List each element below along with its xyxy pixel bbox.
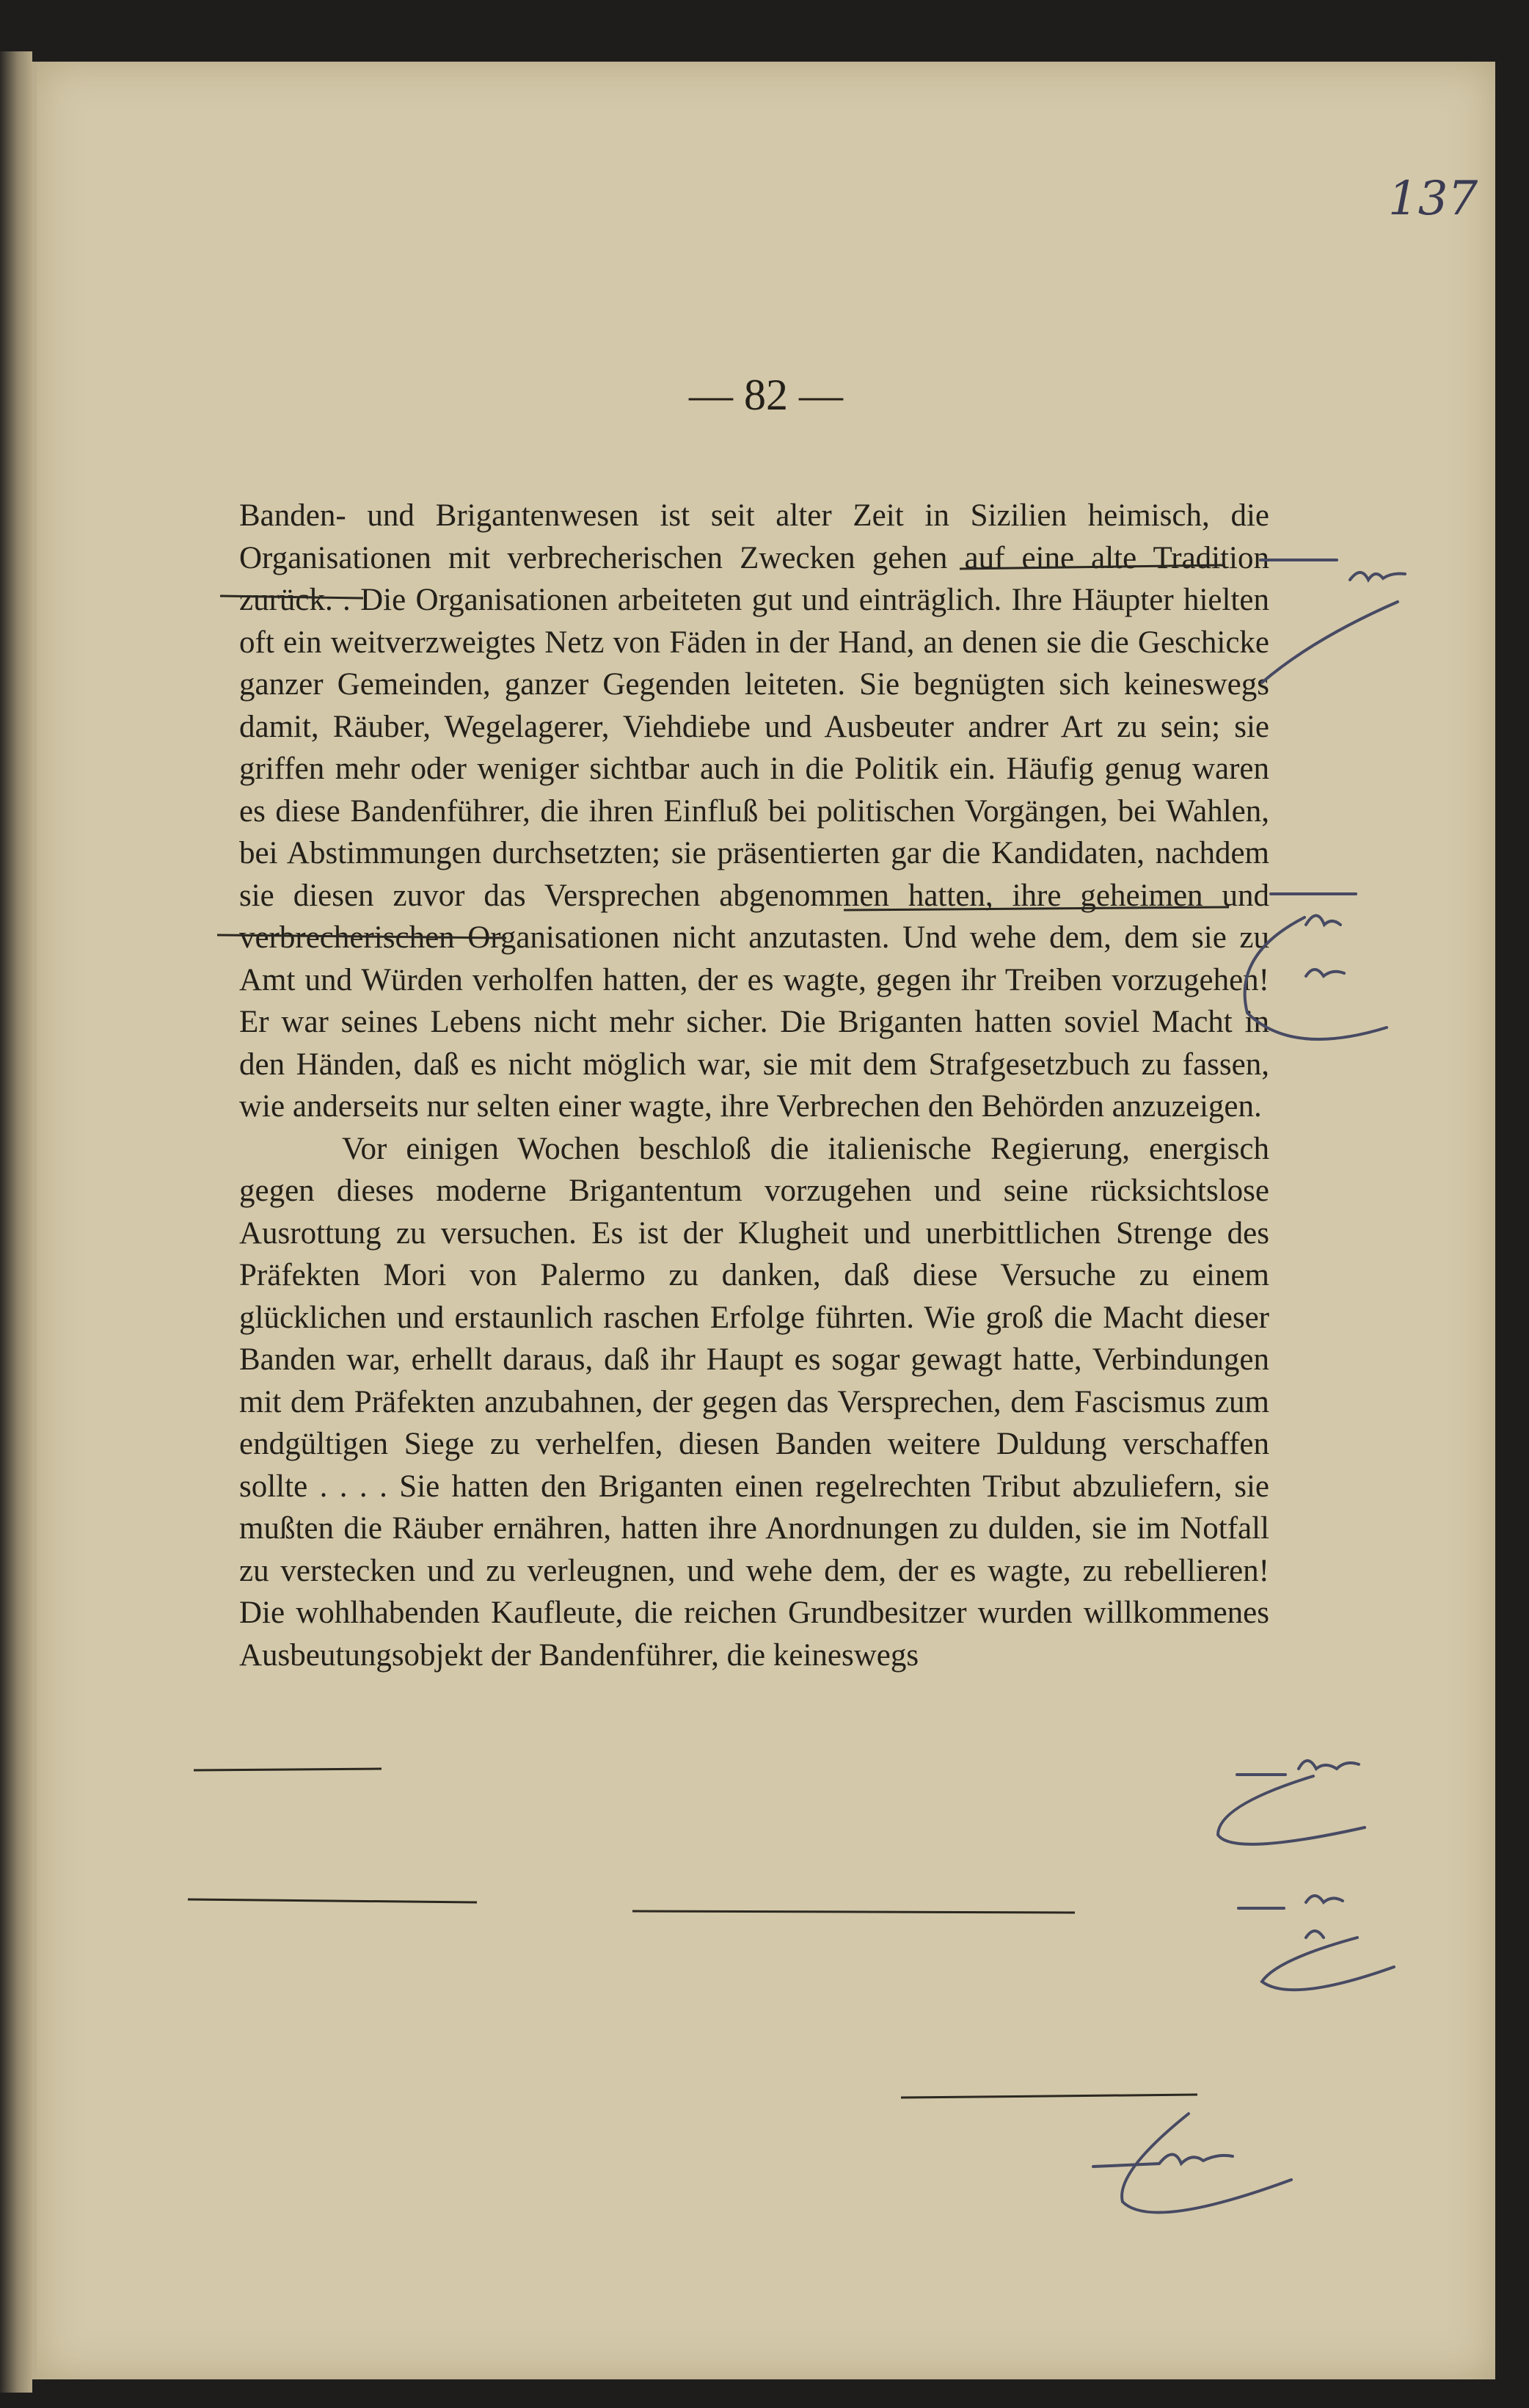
page-number: — 82 —	[689, 371, 843, 419]
underline-5	[194, 1769, 382, 1770]
margin-bracket-3	[1218, 1776, 1365, 1844]
margin-bracket-1	[1262, 602, 1398, 683]
paragraph-2: Vor einigen Wochen beschloß die italienische Regierung, energisch gegen dieses moderne Brigantentum vorzugehen und seine rücksichtslose Ausrottung zu versuchen. Es ist der Klugheit und unerbittlichen Strenge des Präfekten Mori von Palermo zu danken, daß diese Versuche zu einem glücklichen und erstaunlich raschen Erfolge führten. Wie groß die Macht dieser Banden war, erhellt daraus, daß ihr Haupt es sogar gewagt hatte, Verbindungen mit dem Präfekten anzubahnen, der gegen das Versprechen, dem Fascismus zum endgültigen Siege zu verhelfen, diesen Banden weitere Duldung verschaffen sollte . . . . Sie hatten den Briganten einen regelrechten Tribut abzuliefern, sie mußten die Räuber ernähren, hatten ihre Anordnungen zu dulden, sie im Notfall zu verstecken und zu verleugnen, und wehe dem, der es wagte, zu rebellieren! Die wohlhabenden Kaufleute, die reichen Grundbesitzer wurden willkommenes Ausbeutungsobjekt der Bandenführer, die keineswegs	[239, 1131, 1269, 1673]
margin-scribble-1	[1350, 572, 1405, 580]
margin-scribble-2	[1306, 916, 1344, 977]
underline-8	[901, 2095, 1197, 2098]
underline-1	[960, 565, 1225, 569]
underline-4	[217, 935, 506, 938]
underline-2	[220, 596, 363, 598]
margin-scribble-4	[1306, 1896, 1343, 1938]
margin-bracket-4	[1262, 1938, 1394, 1990]
underline-3	[844, 907, 1229, 910]
margin-bracket-2	[1245, 917, 1387, 1039]
handwritten-folio-number: 137	[1388, 172, 1478, 226]
underline-7	[632, 1911, 1075, 1913]
underline-6	[188, 1899, 477, 1902]
margin-scribble-3	[1299, 1761, 1359, 1769]
margin-scribble-5	[1093, 2155, 1233, 2167]
paragraph-1: Banden- und Brigantenwesen ist seit alter Zeit in Sizilien heimisch, die Organisationen mit verbrecherischen Zwecken gehen auf eine alte Tradition zurück. . Die Organisationen arbeiteten gut und einträglich. Ihre Häupter hielten oft ein weitverzweigtes Netz von Fäden in der Hand, an denen sie die Geschicke ganzer Gemeinden, ganzer Gegenden leiteten. Sie begnügten sich keineswegs damit, Räuber, Wegelagerer, Viehdiebe und Ausbeuter andrer Art zu sein; sie griffen mehr oder weniger sichtbar auch in die Politik ein. Häufig genug waren es diese Bandenführer, die ihren Einfluß bei politischen Vorgängen, bei Wahlen, bei Abstimmungen durchsetzten; sie präsentierten gar die Kandidaten, nachdem sie diesen zuvor das Versprechen abgenommen hatten, ihre geheimen und verbrecherischen Organisationen nicht anzutasten. Und wehe dem, dem sie zu Amt und Würden verholfen hatten, der es wagte, gegen ihr Treiben vorzugehen! Er war seines Lebens nicht mehr sicher. Die Briganten hatten soviel Macht in den Händen, daß es nicht möglich war, sie mit dem Strafgesetzbuch zu fassen, wie anderseits nur selten einer wagte, ihre Verbrechen den Behörden anzuzeigen.	[239, 498, 1269, 1124]
